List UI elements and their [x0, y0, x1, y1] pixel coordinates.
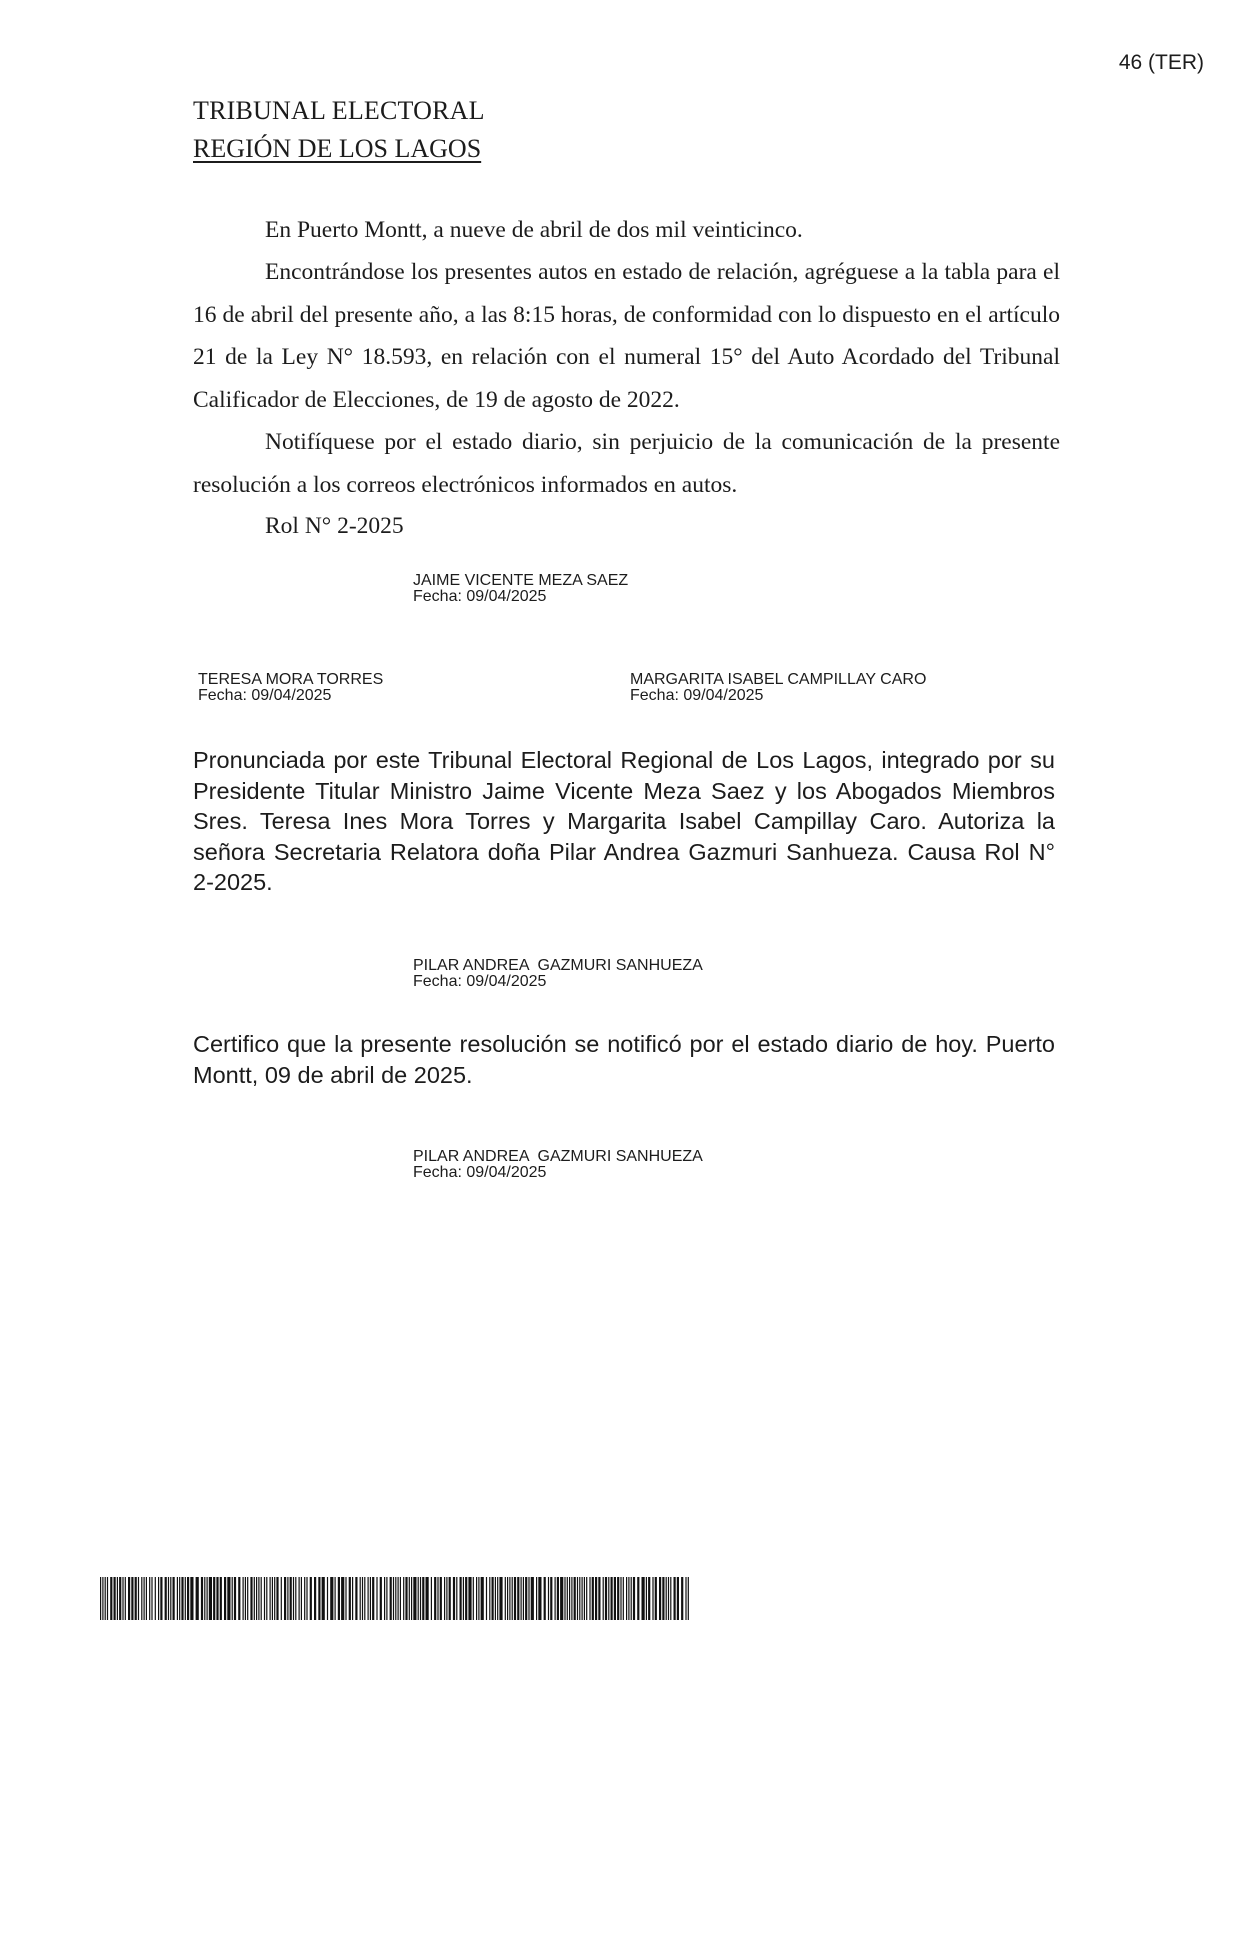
barcode-icon: [100, 1577, 690, 1620]
signature-date: Fecha: 09/04/2025: [413, 1164, 547, 1181]
page-number: 46 (TER): [1118, 51, 1204, 74]
court-name: TRIBUNAL ELECTORAL: [193, 96, 485, 125]
certificacion-paragraph: Certifico que la presente resolución se notificó por el estado diario de hoy. Puerto Montt, 09 de abril de 2025.: [193, 1031, 1055, 1088]
resolution-date-line: En Puerto Montt, a nueve de abril de dos mil veinticinco.: [265, 217, 803, 243]
signature-date: Fecha: 09/04/2025: [198, 687, 332, 704]
signer-name: TERESA MORA TORRES: [198, 671, 384, 688]
signer-name: PILAR ANDREA GAZMURI SANHUEZA: [413, 957, 703, 974]
signature-block-secretaria-certificacion: [413, 1149, 703, 1181]
signature-date: Fecha: 09/04/2025: [413, 588, 547, 605]
signature-block-campillay: [630, 672, 926, 704]
signer-name: PILAR ANDREA GAZMURI SANHUEZA: [413, 1148, 703, 1165]
resolution-rol: Rol N° 2-2025: [265, 513, 404, 539]
signature-block-secretaria: [413, 958, 703, 990]
resolution-paragraph-notificacion: Notifíquese por el estado diario, sin perjuicio de la comunicación de la presente resolución a los correos electrónicos informados en autos.: [193, 429, 1060, 498]
signature-block-mora: [198, 672, 383, 704]
pronunciada-paragraph: Pronunciada por este Tribunal Electoral Regional de Los Lagos, integrado por su Presidente Titular Ministro Jaime Vicente Meza Saez y los Abogados Miembros Sres. Teresa Ines Mora Torres y Margarita Isabel Campillay Caro. Autoriza la señora Secretaria Relatora doña Pilar Andrea Gazmuri Sanhueza. Causa Rol N° 2-2025.: [193, 747, 1055, 895]
court-region: REGIÓN DE LOS LAGOS: [193, 134, 482, 163]
signature-block-meza: [413, 573, 628, 605]
resolution-paragraph-relacion: Encontrándose los presentes autos en estado de relación, agréguese a la tabla para el 16 de abril del presente año, a las 8:15 horas, de conformidad con lo dispuesto en el artículo 21 de la Ley N° 18.593, en relación con el numeral 15° del Auto Acordado del Tribunal Calificador de Elecciones, de 19 de agosto de 2022.: [193, 259, 1060, 413]
signer-name: MARGARITA ISABEL CAMPILLAY CARO: [630, 671, 927, 688]
signature-date: Fecha: 09/04/2025: [413, 973, 547, 990]
signer-name: JAIME VICENTE MEZA SAEZ: [413, 572, 629, 589]
signature-date: Fecha: 09/04/2025: [630, 687, 764, 704]
